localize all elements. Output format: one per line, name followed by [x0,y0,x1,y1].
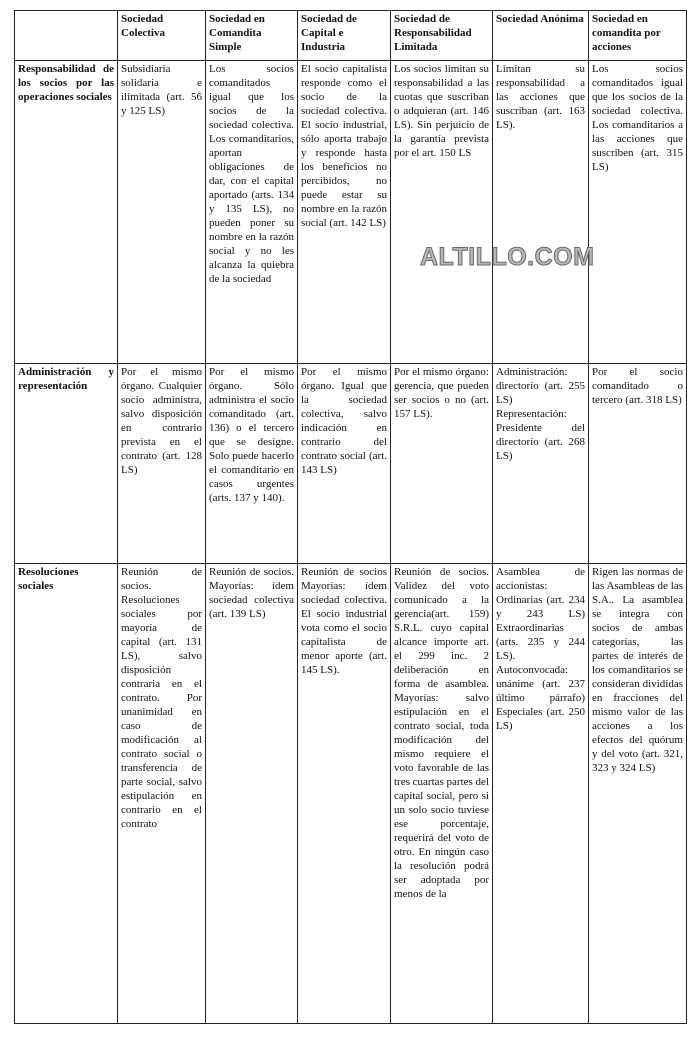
header-row [15,11,687,61]
table-cell: Reunión de socios. Validez del voto comunicado a la gerencia(art. 159) S.R.L. cuyo capital alcance importe art. el 299 inc. 2 deliberación en forma de asamblea. Mayorías: salvo estipulación en el contrato social, toda modificación del mismo requiere el voto favorable de las tres cuartas partes del capital social, pero si un solo socio tuviese ese porcentaje, requerirá del voto de otro. En ningún caso la resolución podrá ser adoptada por menos de la [391,564,493,1024]
table-cell: Por el mismo órgano. Sólo administra el socio comanditado (art. 136) o el tercero que se designe. Solo puede hacerlo el comanditario en casos urgentes (arts. 137 y 140). [206,364,298,564]
table-cell: El socio capitalista responde como el socio de la sociedad colectiva. El socio industrial, sólo aporta trabajo y responde hasta los beneficios no percibidos, no puede estar su nombre en la razón social (art. 142 LS) [298,61,391,364]
column-header-comandita-simple: Sociedad en Comandita Simple [206,11,298,61]
table-cell: Reunión de socios. Mayorías: ídem sociedad colectiva (art. 139 LS) [206,564,298,1024]
table-cell: Los socios limitan su responsabilidad a las cuotas que suscriban o adquieran (art. 146 LS). Sin perjuicio de la garantía prevista por el art. 150 LS [391,61,493,364]
column-header-anonima: Sociedad Anónima [493,11,589,61]
table-cell: Asamblea de accionistas: Ordinarias (art. 234 y 243 LS) Extraordinarias (arts. 235 y 244 LS). Autoconvocada: unánime (art. 237 último párrafo) Especiales (art. 250 LS) [493,564,589,1024]
table-cell: Reunión de socios. Resoluciones sociales por mayoría de capital (art. 131 LS), salvo disposición contraria en el contrato. Por unanimidad en caso de modificación al contrato social o transferencia de parte social, salvo estipulación en contrario en el contrato [118,564,206,1024]
table-cell: Reunión de socios Mayorías: ídem sociedad colectiva. El socio industrial vota como el socio capitalista de menor aporte (art. 145 LS). [298,564,391,1024]
table-cell: Limitan su responsabilidad a las acciones que suscriban (art. 163 LS). [493,61,589,364]
column-header-colectiva: Sociedad Colectiva [118,11,206,61]
column-header-comandita-acciones: Sociedad en comandita por acciones [589,11,687,61]
column-header-capital-industria: Sociedad de Capital e Industria [298,11,391,61]
row-header-resoluciones: Resoluciones sociales [15,564,118,1024]
table-row [15,564,687,1024]
table-cell: Subsidiaria solidaria e ilimitada (art. 56 y 125 LS) [118,61,206,364]
table-cell: Los socios comanditados igual que los socios de la sociedad colectiva. Los comanditarios, aportan obligaciones de dar, con el capital aportado (arts. 134 y 135 LS), no pueden poner su nombre en la razón social y no les alcanza la quiebra de la sociedad [206,61,298,364]
corner-cell [15,11,118,61]
table-row [15,364,687,564]
comparison-table [14,10,687,1024]
table-cell: Por el mismo órgano. Igual que la sociedad colectiva, salvo indicación en contrario del contrato social (art. 143 LS) [298,364,391,564]
table-cell: Por el mismo órgano: gerencia, que pueden ser socios o no (art. 157 LS). [391,364,493,564]
column-header-srl: Sociedad de Responsabilidad Limitada [391,11,493,61]
table-cell: Por el mismo órgano. Cualquier socio administra, salvo disposición en contrario prevista en el contrato (art. 128 LS) [118,364,206,564]
table-cell: Por el socio comanditado o tercero (art. 318 LS) [589,364,687,564]
document-page [14,10,686,1024]
table-cell: Los socios comanditados igual que los socios de la sociedad colectiva. Los comanditarios a las acciones que suscriben (art. 315 LS) [589,61,687,364]
table-cell: Rigen las normas de las Asambleas de las S.A.. La asamblea se integra con socios de ambas categorías, las partes de interés de los comanditarios se consideran divididas en fracciones del mismo valor de las acciones a los efectos del quórum y del voto (art. 321, 323 y 324 LS) [589,564,687,1024]
row-header-responsabilidad: Responsabilidad de los socios por las operaciones sociales [15,61,118,364]
table-cell: Administración: directorio (art. 255 LS) Representación: Presidente del directorio (art. 268 LS) [493,364,589,564]
table-row [15,61,687,364]
watermark-logo: ALTILLO.COM [420,243,595,271]
row-header-administracion: Administración y representación [15,364,118,564]
